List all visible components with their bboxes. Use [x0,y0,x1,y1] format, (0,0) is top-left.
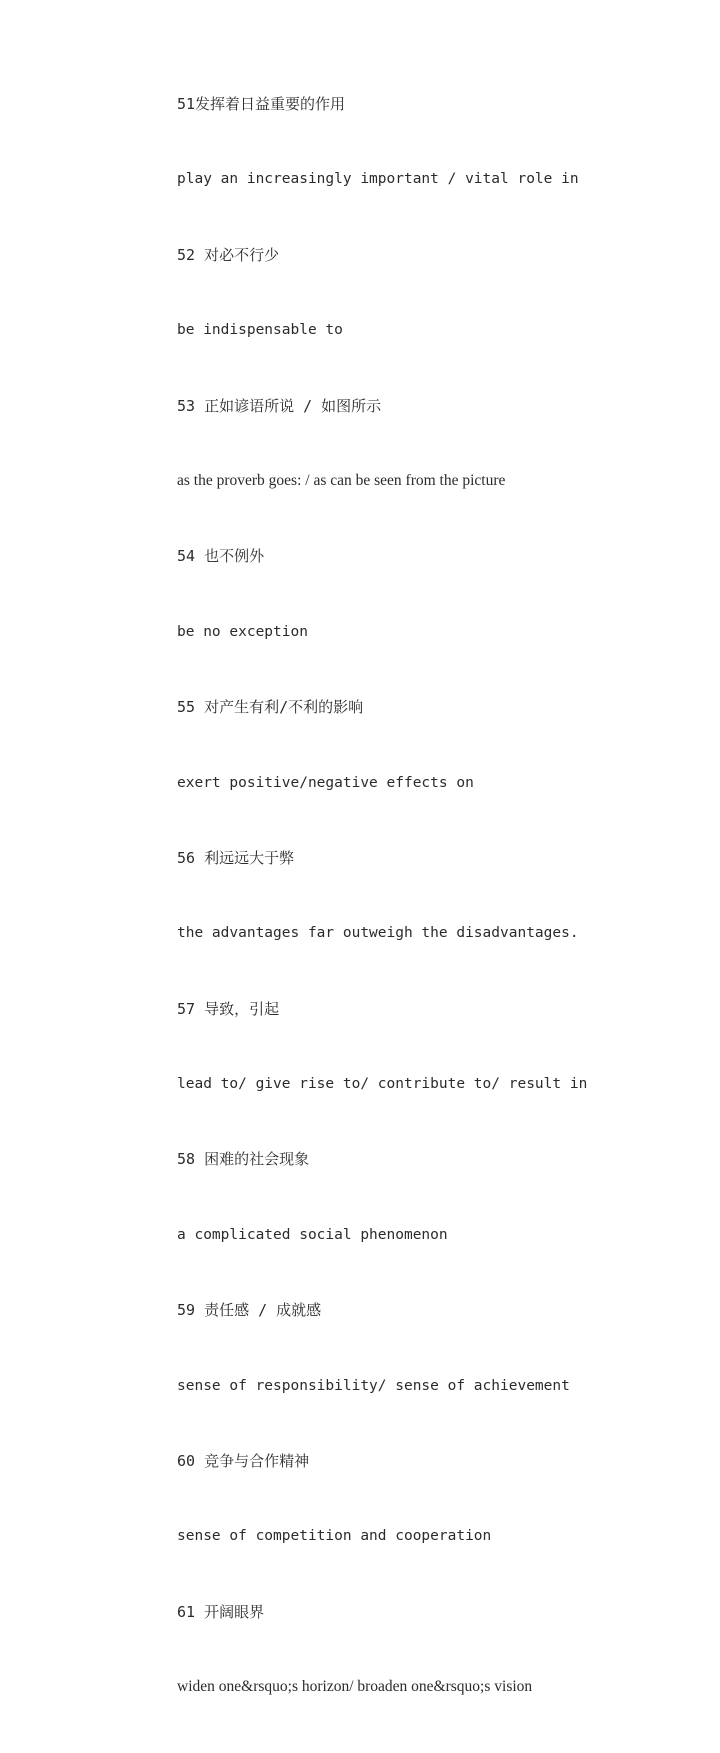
entry-55-chinese: 55 对产生有利/不利的影响 [177,698,364,717]
entry-60-english: sense of competition and cooperation [177,1528,492,1545]
entry-61-chinese: 61 开阔眼界 [177,1602,265,1621]
entry-57-chinese: 57 导致，引起 [177,999,280,1018]
entry-57-english: lead to/ give rise to/ contribute to/ result in [177,1076,588,1093]
entry-51-english: play an increasingly important / vital role in [177,171,579,188]
entry-60-chinese: 60 竞争与合作精神 [177,1452,310,1471]
entry-52-chinese: 52 对必不行少 [177,245,280,264]
entry-52-english: be indispensable to [177,322,343,339]
entry-61-english: widen one&rsquo;s horizon/ broaden one&rsquo;s vision [177,1678,533,1696]
entry-56-english: the advantages far outweigh the disadvantages. [177,925,579,942]
entry-54-english: be no exception [177,623,308,640]
document-page [177,94,697,1753]
entry-53-english: as the proverb goes: / as can be seen from the picture [177,471,506,489]
entry-54-chinese: 54 也不例外 [177,547,265,566]
entry-58-chinese: 58 困难的社会现象 [177,1150,310,1169]
entry-53-chinese: 53 正如谚语所说 / 如图所示 [177,396,382,415]
entry-56-chinese: 56 利远远大于弊 [177,848,295,867]
entry-59-english: sense of responsibility/ sense of achievement [177,1377,570,1394]
entry-55-english: exert positive/negative effects on [177,774,474,791]
entry-58-english: a complicated social phenomenon [177,1226,448,1243]
entry-59-chinese: 59 责任感 / 成就感 [177,1301,322,1320]
entry-51-chinese: 51发挥着日益重要的作用 [177,95,346,113]
